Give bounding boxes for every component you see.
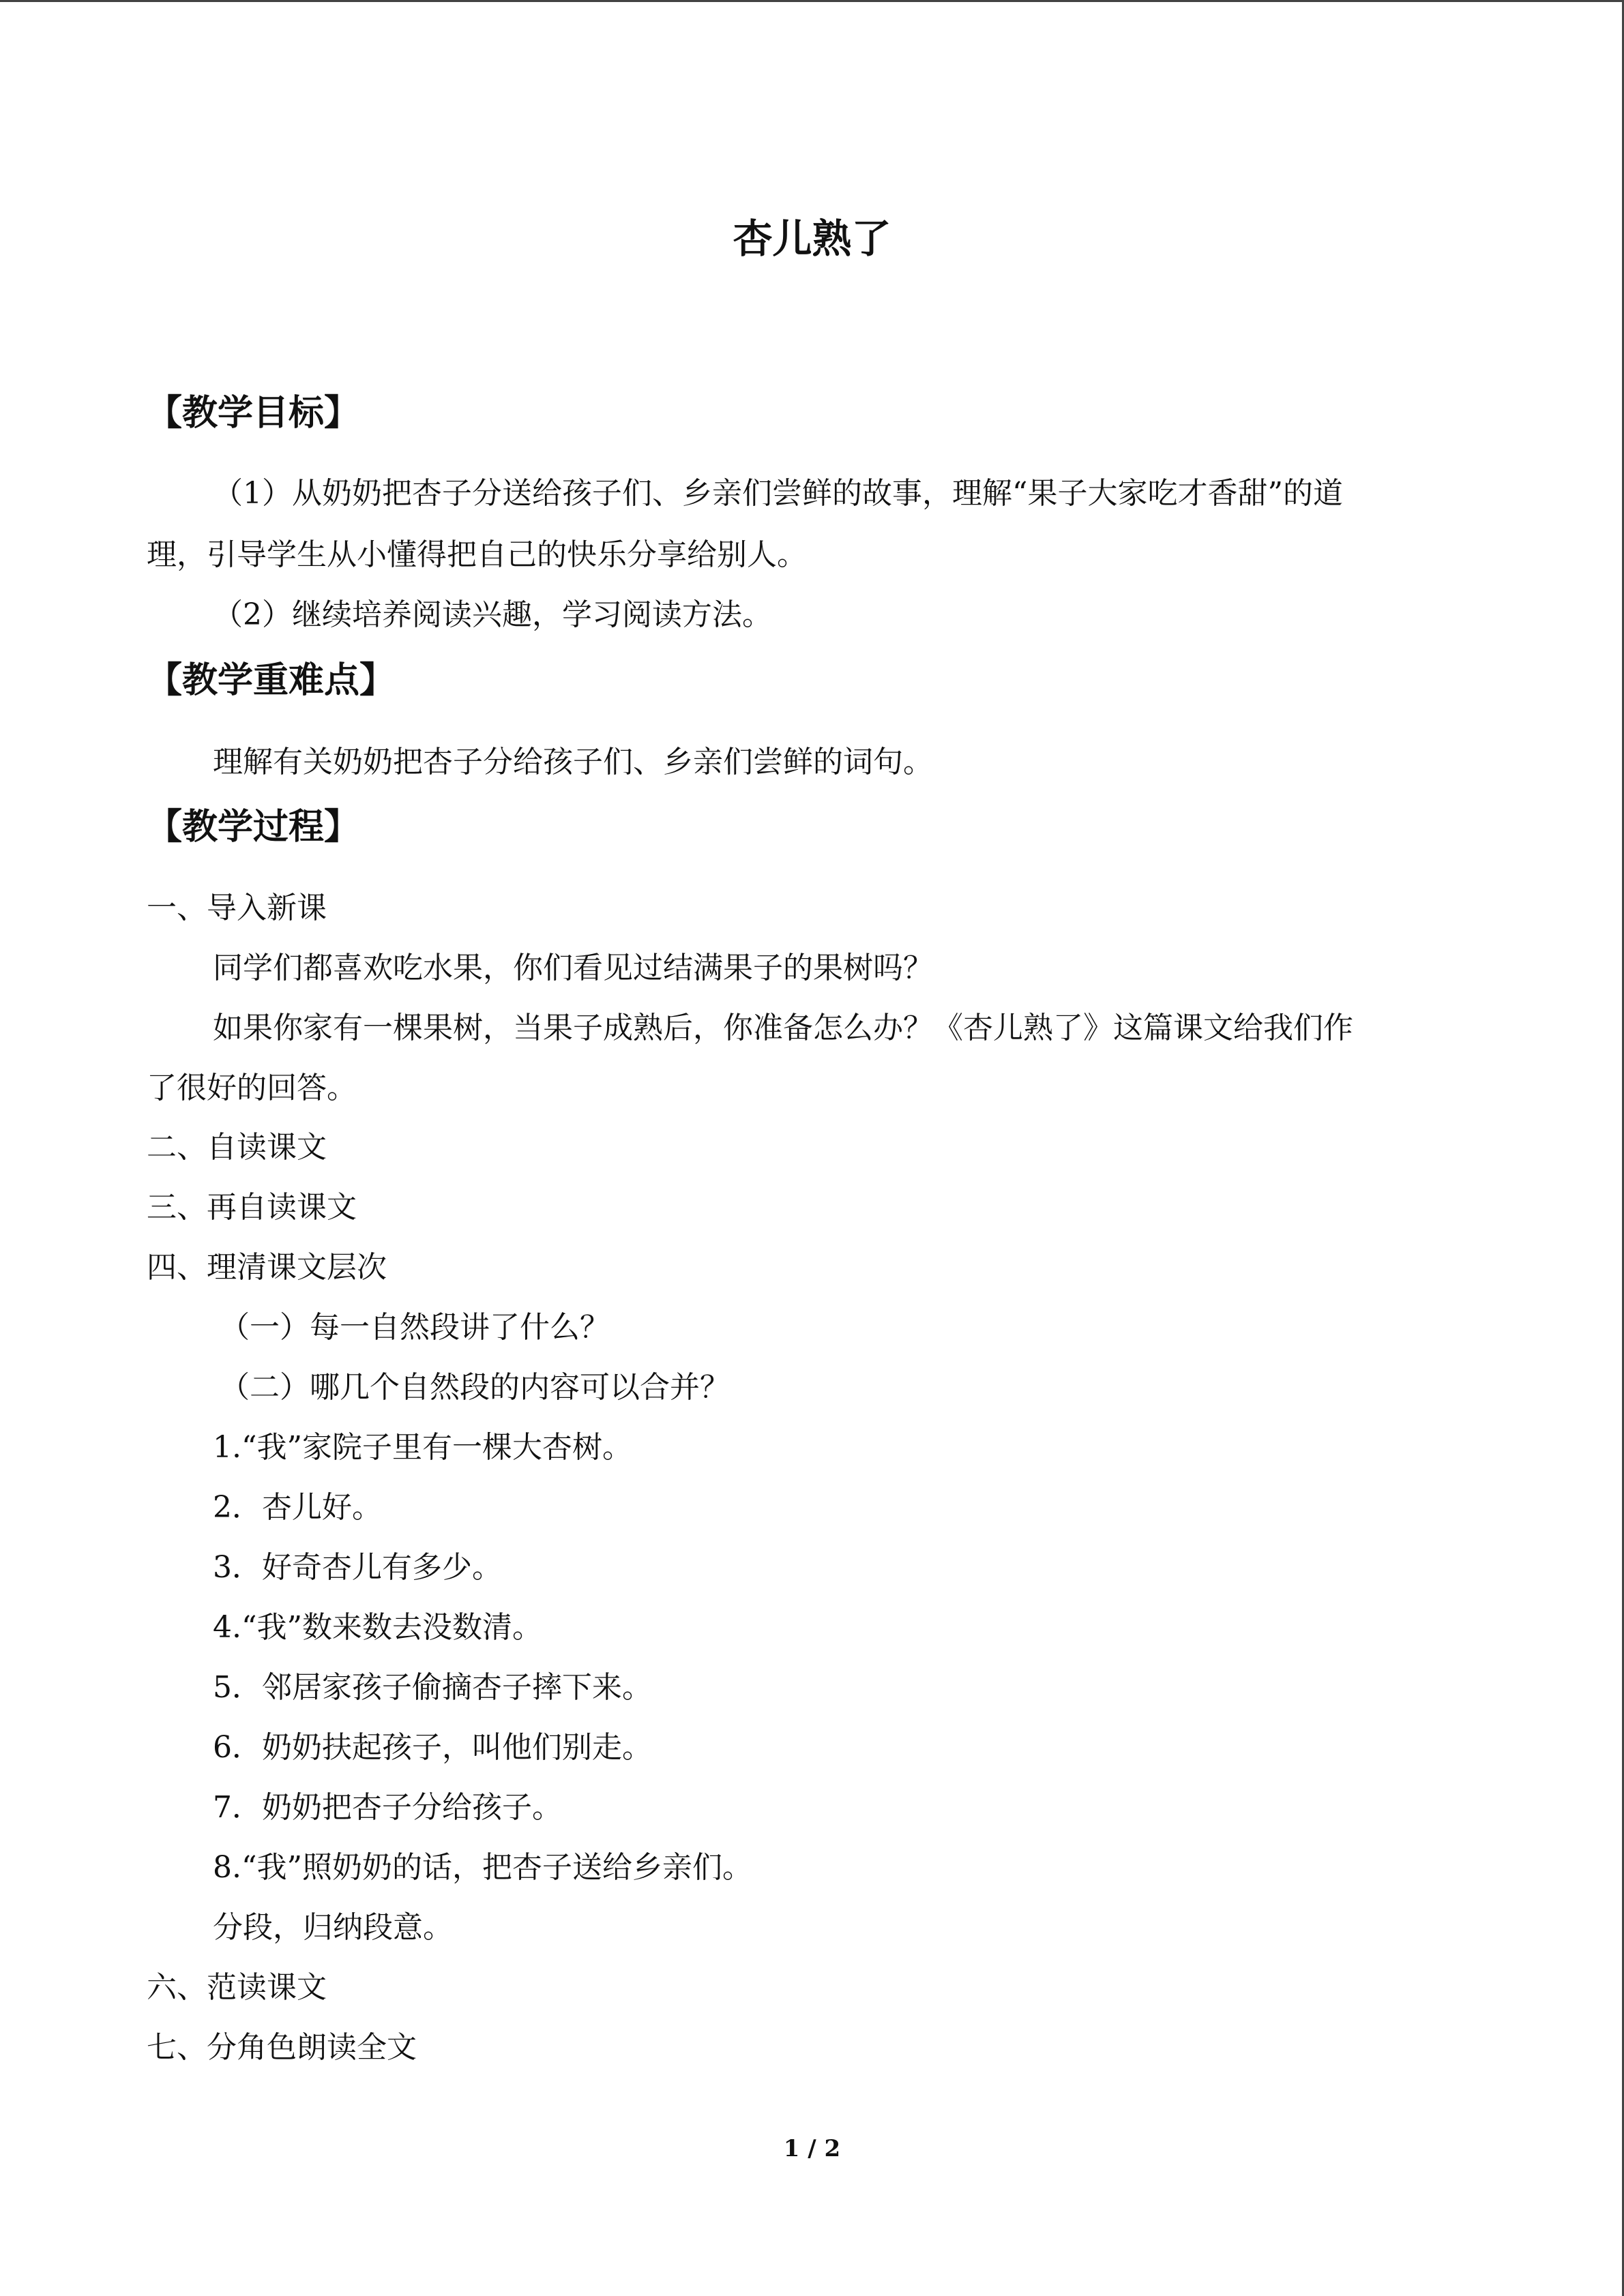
list-item: 2．杏儿好。 [213, 1490, 382, 1525]
objective-2: （2）继续培养阅读兴趣，学习阅读方法。 [213, 597, 772, 632]
list-item: 4.“我”数来数去没数清。 [213, 1610, 542, 1645]
heading-difficulties: 【教学重难点】 [147, 660, 396, 701]
list-item: 5．邻居家孩子偷摘杏子摔下来。 [213, 1670, 652, 1705]
process-step-3: 三、再自读课文 [147, 1190, 357, 1225]
process-step-2: 二、自读课文 [147, 1130, 327, 1165]
process-step-1-paragraph-1: 同学们都喜欢吃水果，你们看见过结满果子的果树吗？ [213, 951, 933, 985]
page-number: 1 / 2 [783, 2135, 841, 2162]
process-step-6: 六、范读课文 [147, 1970, 327, 2005]
process-step-1: 一、导入新课 [147, 891, 327, 925]
heading-process: 【教学过程】 [147, 807, 360, 848]
page-border-top [0, 0, 1624, 2]
list-item: 6．奶奶扶起孩子，叫他们别走。 [213, 1730, 652, 1765]
process-step-4: 四、理清课文层次 [147, 1250, 387, 1285]
list-item: 8.“我”照奶奶的话，把杏子送给乡亲们。 [213, 1850, 752, 1885]
process-step-4-question-2: （二）哪几个自然段的内容可以合并？ [220, 1370, 730, 1405]
difficulty-text: 理解有关奶奶把杏子分给孩子们、乡亲们尝鲜的词句。 [213, 745, 933, 779]
heading-objectives: 【教学目标】 [147, 393, 360, 434]
objective-1-line-2: 理，引导学生从小懂得把自己的快乐分享给别人。 [147, 537, 807, 572]
process-step-7: 七、分角色朗读全文 [147, 2030, 417, 2065]
list-item: 3．好奇杏儿有多少。 [213, 1550, 502, 1585]
list-item: 1.“我”家院子里有一棵大杏树。 [213, 1430, 632, 1465]
process-step-1-paragraph-2-line-1: 如果你家有一棵果树，当果子成熟后，你准备怎么办？《杏儿熟了》这篇课文给我们作 [213, 1011, 1353, 1045]
objective-1-line-1: （1）从奶奶把杏子分送给孩子们、乡亲们尝鲜的故事，理解“果子大家吃才香甜”的道 [213, 476, 1343, 511]
list-item: 7．奶奶把杏子分给孩子。 [213, 1790, 562, 1825]
document-title: 杏儿熟了 [733, 215, 891, 262]
process-step-4-summary: 分段，归纳段意。 [213, 1910, 453, 1945]
process-step-1-paragraph-2-line-2: 了很好的回答。 [147, 1071, 357, 1105]
process-step-4-question-1: （一）每一自然段讲了什么？ [220, 1310, 610, 1345]
